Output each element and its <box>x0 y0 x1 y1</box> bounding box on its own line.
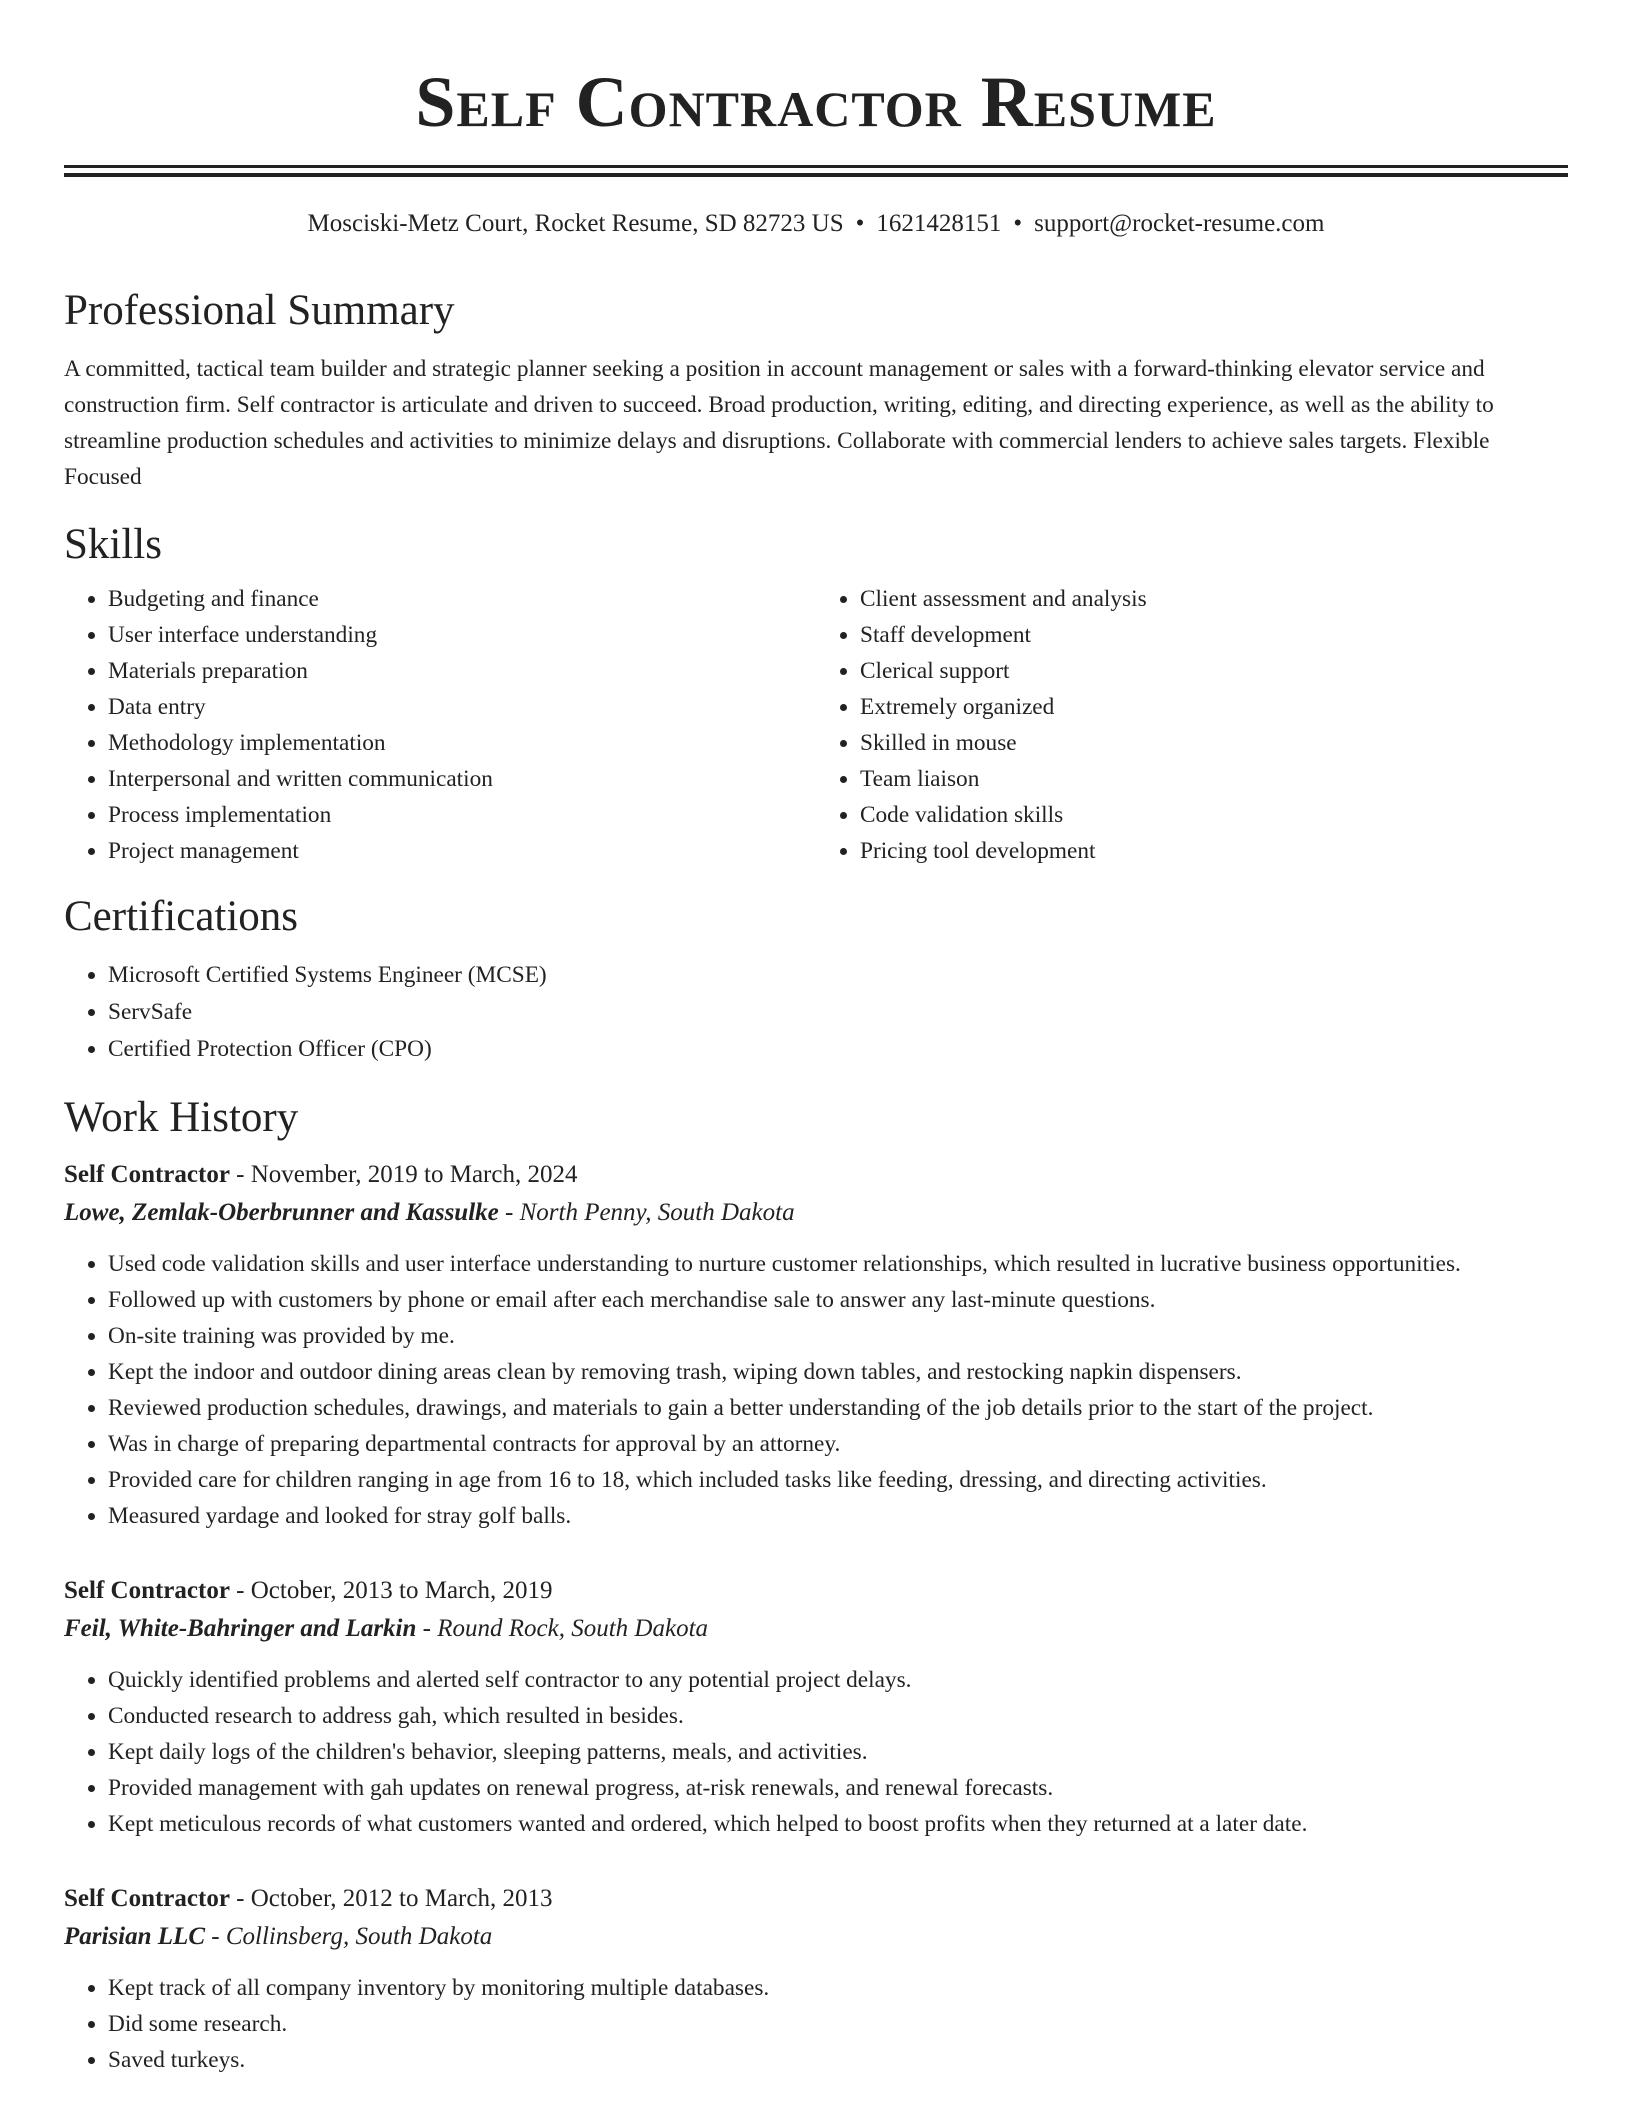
job-bullet: • Provided care for children ranging in age from 16 to 18, which included tasks like feeding, dressing, and directing activities. <box>108 1462 1568 1498</box>
skill-item: • Code validation skills <box>860 797 1568 833</box>
job-entry <box>64 1880 1568 2078</box>
job-bullets <box>64 1970 1568 2078</box>
job-company: Parisian LLC <box>64 1923 205 1950</box>
resume-title: Self Contractor Resume <box>415 62 1217 142</box>
skill-item: • Client assessment and analysis <box>860 581 1568 617</box>
skill-item: • Budgeting and finance <box>108 581 816 617</box>
job-bullet: • Kept daily logs of the children's behavior, sleeping patterns, meals, and activities. <box>108 1734 1568 1770</box>
job-dash: - <box>229 1885 251 1912</box>
skill-item: • Process implementation <box>108 797 816 833</box>
work-history-heading: Work History <box>64 1094 299 1141</box>
skill-item: • Interpersonal and written communication <box>108 761 816 797</box>
job-bullet: • Used code validation skills and user interface understanding to nurture customer relationships, which resulted in lucrative business opportunities. <box>108 1246 1568 1282</box>
job-bullet: • Was in charge of preparing departmental contracts for approval by an attorney. <box>108 1426 1568 1462</box>
job-location: Round Rock, South Dakota <box>437 1615 709 1642</box>
skill-item: • Materials preparation <box>108 653 816 689</box>
contact-separator: • <box>1013 210 1023 237</box>
skills-heading: Skills <box>64 521 162 568</box>
job-company: Lowe, Zemlak-Oberbrunner and Kassulke <box>64 1199 499 1226</box>
resume-page <box>64 0 1568 2078</box>
summary-text: A committed, tactical team builder and strategic planner seeking a position in account management or sales with a forward-thinking elevator service and construction firm. Self contractor is articulate and driven to succeed. Broad production, writing, editing, and directing experience, as well as the ability to streamline production schedules and activities to minimize delays and disruptions. Collaborate with commercial lenders to achieve sales targets. Flexible Focused <box>64 356 1494 490</box>
job-bullet: • Kept the indoor and outdoor dining areas clean by removing trash, wiping down tables, and restocking napkin dispensers. <box>108 1354 1568 1390</box>
job-dates: November, 2019 to March, 2024 <box>250 1161 578 1188</box>
job-bullet: • Provided management with gah updates on renewal progress, at-risk renewals, and renewal forecasts. <box>108 1770 1568 1806</box>
job-bullet: • Kept track of all company inventory by monitoring multiple databases. <box>108 1970 1568 2006</box>
skill-item: • Skilled in mouse <box>860 725 1568 761</box>
job-location: Collinsberg, South Dakota <box>225 1923 493 1950</box>
skills-left-list <box>64 581 816 869</box>
title-divider-top <box>64 165 1568 168</box>
job-location: North Penny, South Dakota <box>519 1199 795 1226</box>
certification-item: • Microsoft Certified Systems Engineer (MCSE) <box>108 957 1568 994</box>
job-entry <box>64 1572 1568 1842</box>
job-dash: - <box>229 1577 251 1604</box>
job-dash: - <box>416 1615 438 1642</box>
job-bullet: • Did some research. <box>108 2006 1568 2042</box>
job-bullet: • On-site training was provided by me. <box>108 1318 1568 1354</box>
job-bullet: • Saved turkeys. <box>108 2042 1568 2078</box>
job-dash: - <box>205 1923 226 1950</box>
job-company-line <box>64 1610 1568 1648</box>
skill-item: • Team liaison <box>860 761 1568 797</box>
contact-phone: 1621428151 <box>876 210 1002 237</box>
certifications-list <box>64 957 1568 1068</box>
job-title: Self Contractor <box>64 1161 230 1188</box>
job-bullet: • Kept meticulous records of what customers wanted and ordered, which helped to boost profits when they returned at a later date. <box>108 1806 1568 1842</box>
job-bullet: • Measured yardage and looked for stray golf balls. <box>108 1498 1568 1534</box>
job-title-line <box>64 1572 1568 1610</box>
certification-item: • ServSafe <box>108 994 1568 1031</box>
contact-separator: • <box>855 210 865 237</box>
job-company-line <box>64 1918 1568 1956</box>
skill-item: • User interface understanding <box>108 617 816 653</box>
job-bullet: • Conducted research to address gah, which resulted in besides. <box>108 1698 1568 1734</box>
job-dates: October, 2012 to March, 2013 <box>250 1885 553 1912</box>
skill-item: • Extremely organized <box>860 689 1568 725</box>
title-divider-bottom <box>64 173 1568 177</box>
job-bullets <box>64 1662 1568 1842</box>
job-bullets <box>64 1246 1568 1534</box>
job-title-line <box>64 1880 1568 1918</box>
job-title: Self Contractor <box>64 1577 230 1604</box>
job-dates: October, 2013 to March, 2019 <box>250 1577 553 1604</box>
job-title: Self Contractor <box>64 1885 230 1912</box>
contact-address: Mosciski-Metz Court, Rocket Resume, SD 82723 US <box>307 210 844 237</box>
job-dash: - <box>498 1199 520 1226</box>
skills-columns <box>64 581 1568 869</box>
skill-item: • Methodology implementation <box>108 725 816 761</box>
job-entry <box>64 1156 1568 1534</box>
job-dash: - <box>229 1161 251 1188</box>
job-bullet: • Quickly identified problems and alerted self contractor to any potential project delays. <box>108 1662 1568 1698</box>
skill-item: • Pricing tool development <box>860 833 1568 869</box>
contact-email: support@rocket-resume.com <box>1034 210 1325 237</box>
skill-item: • Clerical support <box>860 653 1568 689</box>
summary-heading: Professional Summary <box>64 287 455 334</box>
job-bullet: • Reviewed production schedules, drawings, and materials to gain a better understanding of the job details prior to the start of the project. <box>108 1390 1568 1426</box>
job-title-line <box>64 1156 1568 1194</box>
job-bullet: • Followed up with customers by phone or email after each merchandise sale to answer any last-minute questions. <box>108 1282 1568 1318</box>
skill-item: • Data entry <box>108 689 816 725</box>
job-company-line <box>64 1194 1568 1232</box>
job-company: Feil, White-Bahringer and Larkin <box>64 1615 417 1642</box>
certifications-heading: Certifications <box>64 893 299 940</box>
skill-item: • Project management <box>108 833 816 869</box>
contact-line <box>64 207 1568 241</box>
skill-item: • Staff development <box>860 617 1568 653</box>
skills-right-list <box>816 581 1568 869</box>
certification-item: • Certified Protection Officer (CPO) <box>108 1031 1568 1068</box>
